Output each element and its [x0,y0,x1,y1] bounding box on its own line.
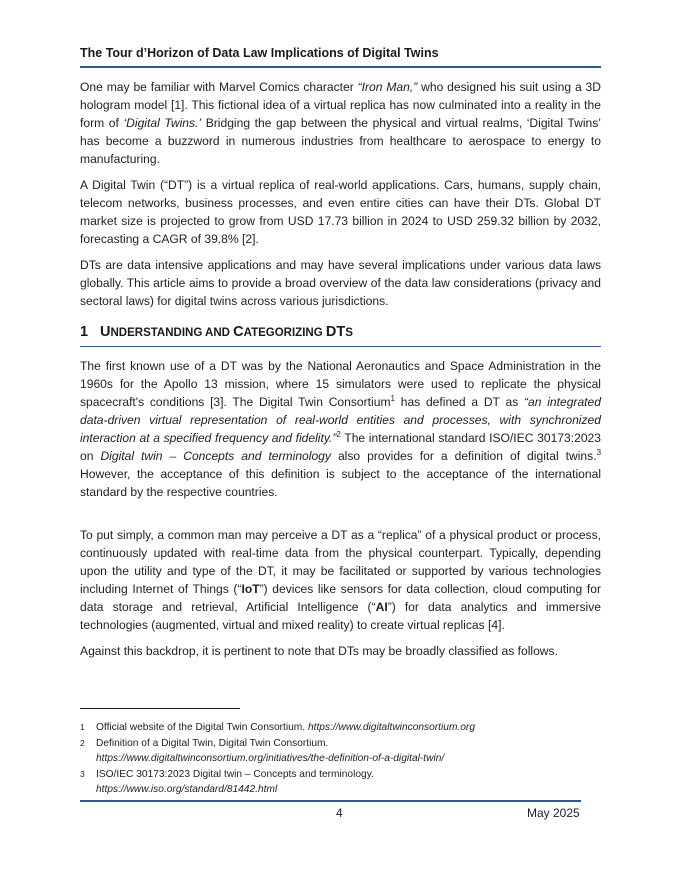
paragraph-classification: Against this backdrop, it is pertinent to note that DTs may be broadly classified as follows. [80,644,558,658]
footnote-2: 2 Definition of a Digital Twin, Digital Twin Consortium. https://www.digitaltwinconsortium.org/initiatives/the-definition-of-a-digital-twin/ [80,737,445,764]
footnote-link[interactable]: https://www.digitaltwinconsortium.org/initiatives/the-definition-of-a-digital-twin/ [96,753,445,764]
footer-date: May 2025 [527,806,580,820]
paragraph-explanation: To put simply, a common man may perceive a DT as a “replica” of a physical product or process, continuously updated with real-time data from the physical counterpart. Typically, depending upon the utility and type of the DT, it may be facilitated or supported by various technologies including Internet of Things (“IoT”) devices like sensors for data collection, cloud computing for data storage and retrieval, Artificial Intelligence (“AI”) for data analytics and immersive technologies (augmented, virtual and mixed reality) to create virtual replicas [4]. [80,528,601,632]
section-rule [80,346,601,347]
footnotes [80,720,601,798]
footnote-ref-1[interactable]: 1 [390,393,395,403]
running-header: The Tour d’Horizon of Data Law Implications of Digital Twins [80,46,439,60]
footnote-3: 3 ISO/IEC 30173:2023 Digital twin – Concepts and terminology. https://www.iso.org/standard/81442.html [80,768,374,795]
header-rule [80,66,601,68]
body-text [80,78,601,668]
footer-rule [80,800,581,802]
paragraph-history: The first known use of a DT was by the National Aeronautics and Space Administration in the 1960s for the Apollo 13 mission, where 15 simulators were used to replicate the physical spacecraft's conditions [3]. The Digital Twin Consortium$^1$ has defined a DT as “an integrated data-driven virtual representation of real-world entities and processes, with synchronized interaction at a specified frequency and fidelity.”$^2$ The international standard ISO/IEC 30173:2023 on Digital twin – Concepts and terminology also provides for a definition of digital twins.$^3$ However, the acceptance of this definition is subject to the acceptance of the international standard by the respective countries. [80,359,602,499]
footnote-1: 1 Official website of the Digital Twin Consortium. https://www.digitaltwinconsortium.org [80,722,475,733]
footnote-link[interactable]: https://www.digitaltwinconsortium.org [307,722,475,733]
paragraph-definition: A Digital Twin (“DT”) is a virtual replica of real-world applications. Cars, humans, supply chain, telecom networks, business processes, and even entire cities can have their DTs. Global DT market size is projected to grow from USD 17.73 billion in 2024 to USD 259.32 billion by 2032, forecasting a CAGR of 39.8% [2]. [80,178,601,246]
section-heading: 1 UNDERSTANDING AND CATEGORIZING DTS [80,324,353,340]
footnote-ref-3[interactable]: 3 [596,447,602,457]
paragraph-intro: One may be familiar with Marvel Comics character “Iron Man,” who designed his suit using a 3D hologram model [1]. This fictional idea of a virtual replica has now culminated into a reality in the form of ‘Digital Twins.’ Bridging the gap between the physical and virtual realms, ‘Digital Twins’ has become a buzzword in numerous industries from healthcare to aerospace to energy to manufacturing. [80,80,601,166]
footnote-separator [80,708,240,709]
footnote-link[interactable]: https://www.iso.org/standard/81442.html [96,784,278,795]
footnote-ref-2[interactable]: 2 [336,429,341,439]
page-number: 4 [336,806,343,820]
paragraph-overview: DTs are data intensive applications and may have several implications under various data laws globally. This article aims to provide a broad overview of the data law considerations (privacy and sectoral laws) for digital twins across various jurisdictions. [80,258,601,308]
